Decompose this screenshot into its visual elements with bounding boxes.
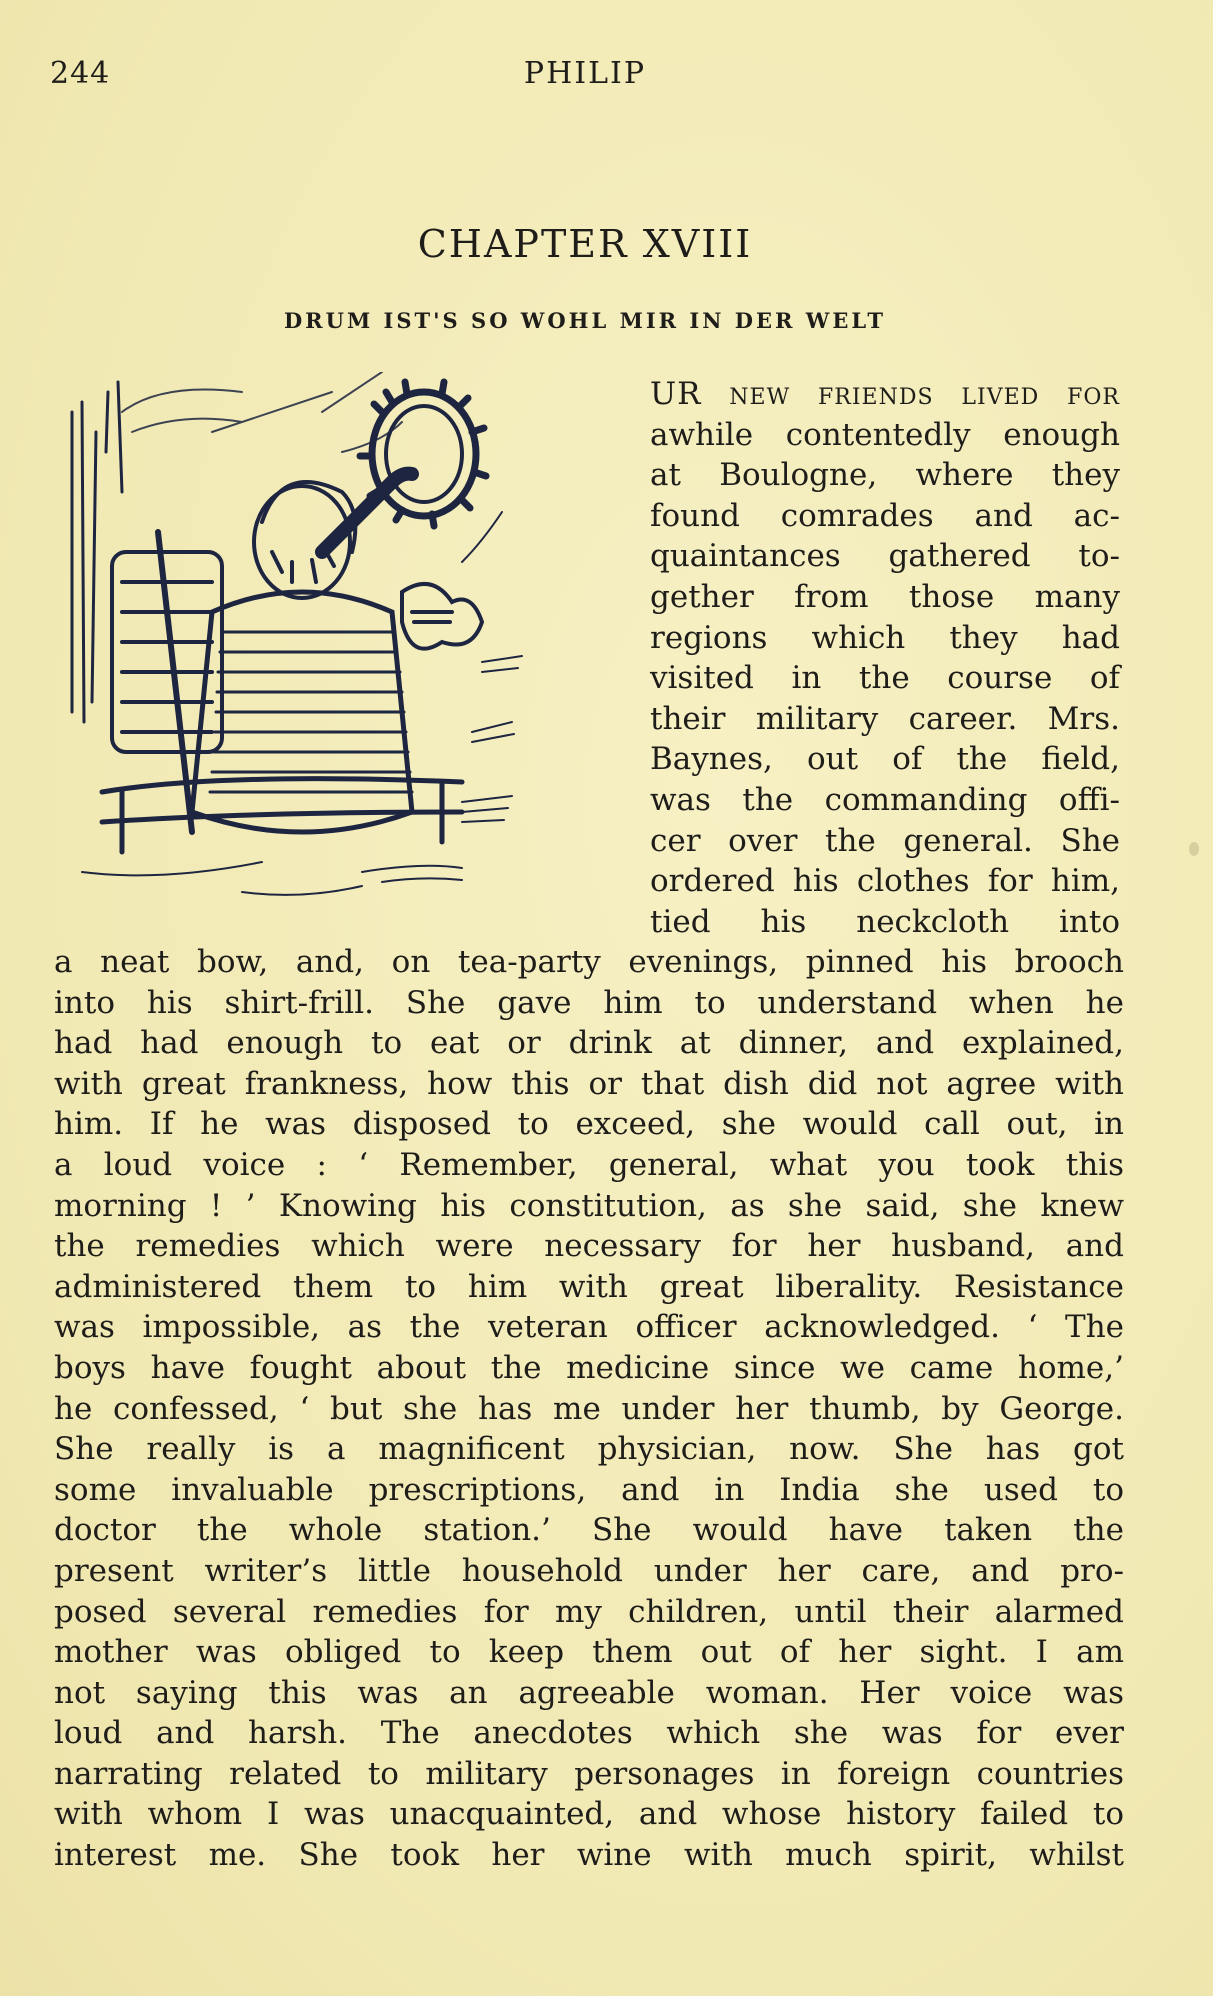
text-line: doctor the whole station.’ She would have taken the bbox=[54, 1512, 1124, 1549]
wrap-paragraph bbox=[650, 374, 1120, 942]
running-head bbox=[50, 56, 1120, 96]
text-line: loud and harsh. The anecdotes which she was for ever bbox=[54, 1715, 1124, 1752]
text-line: posed several remedies for my children, until their alarmed bbox=[54, 1593, 1124, 1630]
figure-body-hatching bbox=[192, 592, 412, 832]
text-line: some invaluable prescriptions, and in India she used to bbox=[54, 1471, 1124, 1508]
page-edge-speck bbox=[1189, 842, 1199, 856]
text-line: ordered his clothes for him, bbox=[650, 863, 1120, 900]
text-line: a loud voice : ‘ Remember, general, what you took this bbox=[54, 1146, 1124, 1183]
text-line: visited in the course of bbox=[650, 660, 1120, 697]
text-line: not saying this was an agreeable woman. Her voice was bbox=[54, 1674, 1124, 1711]
hatching-background bbox=[122, 372, 402, 452]
text-line: Baynes, out of the field, bbox=[650, 741, 1120, 778]
chapter-epigraph: DRUM IST'S SO WOHL MIR IN DER WELT bbox=[283, 308, 887, 333]
text-line: regions which they had bbox=[650, 619, 1120, 656]
text-line: She really is a magnificent physician, now. She has got bbox=[54, 1431, 1124, 1468]
body-paragraph bbox=[54, 942, 1124, 1876]
running-title: PHILIP bbox=[523, 56, 647, 91]
hatching-left-post bbox=[72, 382, 122, 722]
text-line: was impossible, as the veteran officer acknowledged. ‘ The bbox=[54, 1309, 1124, 1346]
chapter-title: CHAPTER XVIII bbox=[417, 222, 753, 266]
text-line: gether from those many bbox=[650, 578, 1120, 615]
bush bbox=[402, 584, 482, 649]
text-line: into his shirt-frill. She gave him to understand when he bbox=[54, 984, 1124, 1021]
staff bbox=[158, 532, 192, 832]
text-line: he confessed, ‘ but she has me under her thumb, by George. bbox=[54, 1390, 1124, 1427]
text-line: the remedies which were necessary for her husband, and bbox=[54, 1228, 1124, 1265]
text-line: administered them to him with great liberality. Resistance bbox=[54, 1268, 1124, 1305]
text-line: found comrades and ac- bbox=[650, 497, 1120, 534]
text-line: present writer’s little household under her care, and pro- bbox=[54, 1552, 1124, 1589]
text-line: with whom I was unacquainted, and whose history failed to bbox=[54, 1796, 1124, 1833]
text-line: cer over the general. She bbox=[650, 822, 1120, 859]
text-line: tied his neckcloth into bbox=[650, 903, 1120, 940]
text-line: mother was obliged to keep them out of her sight. I am bbox=[54, 1634, 1124, 1671]
text-line: morning ! ’ Knowing his constitution, as she said, she knew bbox=[54, 1187, 1124, 1224]
hatching-right bbox=[462, 512, 522, 822]
drop-cap-illustration bbox=[62, 372, 610, 920]
text-line: him. If he was disposed to exceed, she would call out, in bbox=[54, 1106, 1124, 1143]
drop-cap-continuation: UR new friends lived for bbox=[650, 376, 1120, 412]
text-line: narrating related to military personages in foreign countries bbox=[54, 1755, 1124, 1792]
text-line bbox=[650, 374, 1120, 415]
text-line: boys have fought about the medicine since we came home,’ bbox=[54, 1349, 1124, 1386]
text-line: was the commanding offi- bbox=[650, 781, 1120, 818]
text-line: interest me. She took her wine with much spirit, whilst bbox=[54, 1837, 1124, 1874]
text-line: quaintances gathered to- bbox=[650, 538, 1120, 575]
page-number: 244 bbox=[50, 56, 111, 91]
text-line: a neat bow, and, on tea-party evenings, pinned his brooch bbox=[54, 944, 1124, 980]
text-line: had had enough to eat or drink at dinner, and explained, bbox=[54, 1025, 1124, 1062]
text-line: at Boulogne, where they bbox=[650, 457, 1120, 494]
text-line: their military career. Mrs. bbox=[650, 700, 1120, 737]
text-line: awhile contentedly enough bbox=[650, 416, 1120, 453]
text-line: with great frankness, how this or that dish did not agree with bbox=[54, 1065, 1124, 1102]
ground-lines bbox=[82, 862, 462, 895]
